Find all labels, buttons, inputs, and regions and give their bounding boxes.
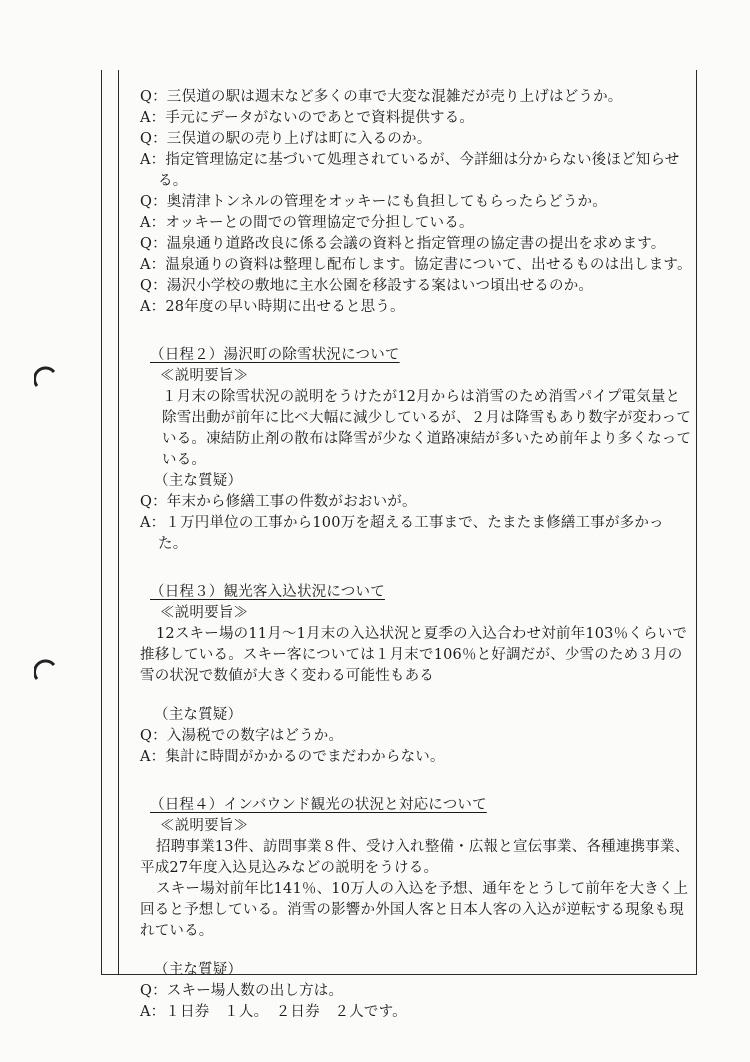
section-3: [140, 582, 692, 768]
questions-label: （主な質疑）: [154, 962, 243, 978]
document-body: [140, 87, 692, 1023]
qa-block-1: [140, 87, 692, 318]
section-title: （日程３）観光客入込状況について: [150, 584, 385, 600]
section-title: （日程４）インバウンド観光の状況と対応について: [150, 797, 487, 813]
summary-text: スキー場対前年比141％、10万人の入込を予想、通年をとうして前年を大きく上回ると予想している。消雪の影響か外国人客と日本人客の入込が逆転する現象も現れている。: [140, 881, 689, 939]
qa-item: Q：三俣道の駅の売り上げは町に入るのか。: [140, 131, 432, 147]
qa-item: Q：奥清津トンネルの管理をオッキーにも負担してもらったらどうか。: [140, 194, 607, 210]
questions-label: （主な質疑）: [154, 473, 243, 489]
qa-item: Q：三俣道の駅は週末など多くの車で大変な混雑だが売り上げはどうか。: [140, 89, 623, 105]
qa-item: A：１日券 １人。 ２日券 ２人です。: [140, 1004, 407, 1020]
qa-item: Q：温泉通り道路改良に係る会議の資料と指定管理の協定書の提出を求めます。: [140, 236, 666, 252]
summary-text: 招聘事業13件、訪問事業８件、受け入れ整備・広報と宣伝事業、各種連携事業、平成27年度入込見込みなどの説明をうける。: [140, 839, 690, 876]
questions-label: （主な質疑）: [154, 707, 243, 723]
qa-item: A：手元にデータがないのであとで資料提供する。: [140, 110, 475, 126]
qa-item: A：オッキーとの間での管理協定で分担している。: [140, 215, 474, 231]
qa-item: A：28年度の早い時期に出せると思う。: [140, 299, 405, 315]
section-4: [140, 795, 692, 1023]
qa-item: Q：スキー場人数の出し方は。: [140, 983, 344, 999]
qa-item: A：集計に時間がかかるのでまだわからない。: [140, 749, 445, 765]
qa-item: Q：入湯税での数字はどうか。: [140, 728, 344, 744]
punch-hole-bottom: [34, 659, 54, 679]
qa-item: A：１万円単位の工事から100万を超える工事まで、たまたま修繕工事が多かった。: [140, 515, 664, 552]
qa-item: A：温泉通りの資料は整理し配布します。協定書について、出せるものは出します。: [140, 257, 692, 273]
summary-label: ≪説明要旨≫: [160, 368, 249, 384]
summary-label: ≪説明要旨≫: [160, 818, 249, 834]
punch-hole-top: [34, 366, 54, 386]
section-2: [140, 345, 692, 555]
qa-item: Q：湯沢小学校の敷地に主水公園を移設する案はいつ頃出せるのか。: [140, 278, 594, 294]
summary-label: ≪説明要旨≫: [160, 605, 249, 621]
summary-text: 12スキー場の11月～1月末の入込状況と夏季の入込合わせ対前年103％くらいで推移している。スキー客については１月末で106％と好調だが、少雪のため３月の雪の状況で数値が大きく変わる可能性もある: [140, 626, 688, 684]
summary-text: １月末の除雪状況の説明をうけたが12月からは消雪のため消雪パイプ電気量と除雪出動が前年に比べ大幅に減少しているが、２月は降雪もあり数字が変わっている。凍結防止剤の散布は降雪が少なく道路凍結が多いため前年より多くなっている。: [162, 389, 692, 468]
qa-item: A：指定管理協定に基づいて処理されているが、今詳細は分からない後ほど知らせる。: [140, 152, 680, 189]
qa-item: Q：年末から修繕工事の件数がおおいが。: [140, 494, 417, 510]
column-divider: [118, 70, 119, 974]
section-title: （日程２）湯沢町の除雪状況について: [150, 347, 400, 363]
